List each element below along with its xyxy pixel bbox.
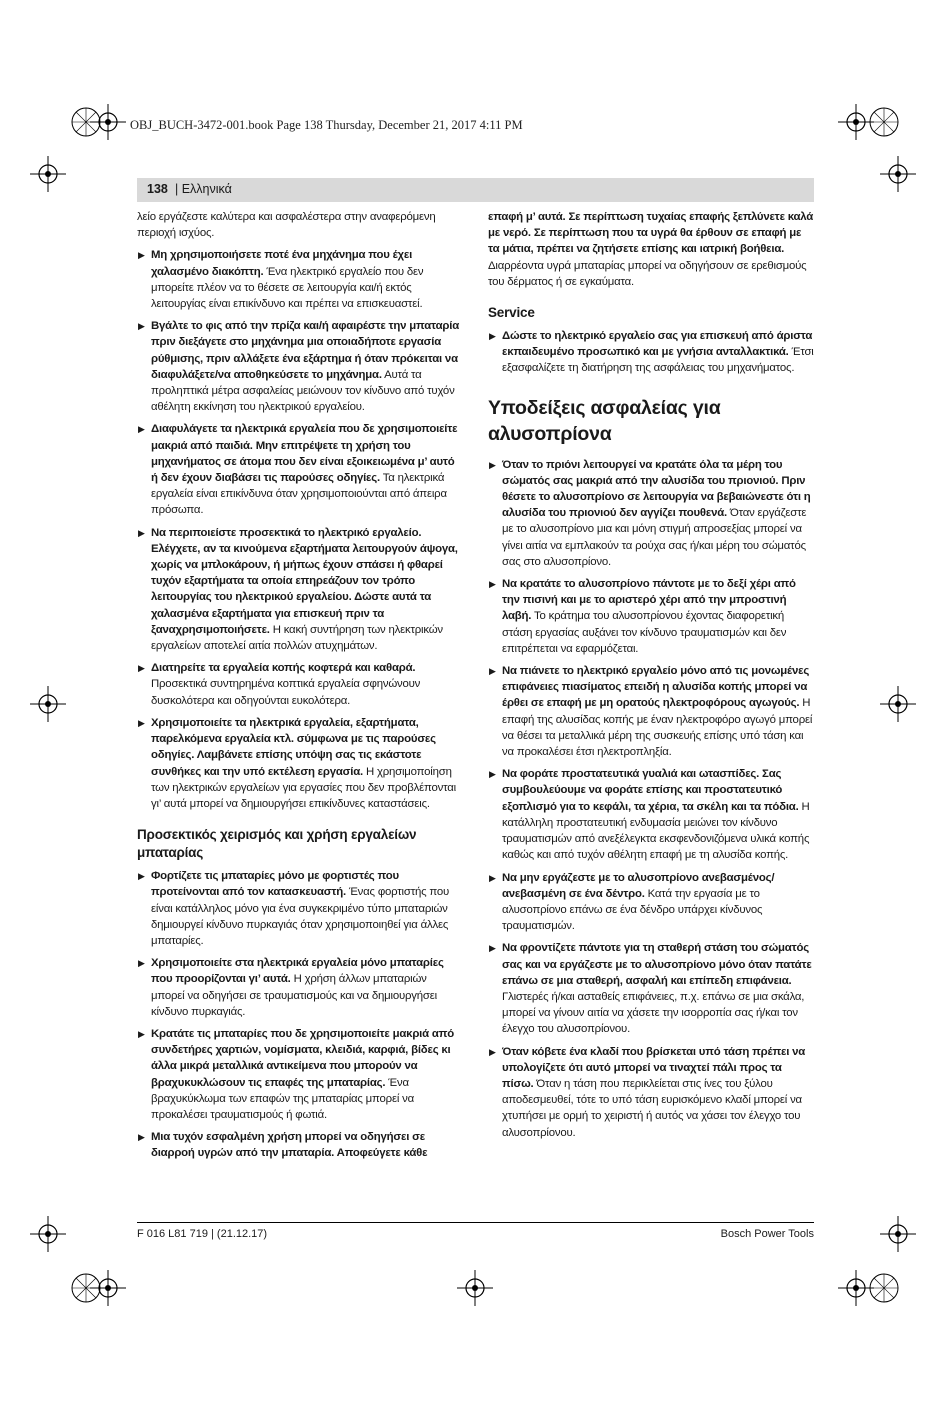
bullet-list-service: [488, 328, 814, 377]
continuation-bold: επαφή μ’ αυτά. Σε περίπτωση τυχαίας επαφής ξεπλύνετε καλά με νερό. Σε περίπτωση που τα υγρά θα έρθουν σε επαφή με τα μάτια, πρέπει να ζητήσετε επίσης και ιατρική βοήθεια.: [488, 211, 814, 256]
bullet-item: [137, 1129, 463, 1161]
bullet-bold-text: Όταν κόβετε ένα κλαδί που βρίσκεται υπό τάση πρέπει να υπολογίζετε ότι αυτό μπορεί να τιναχτεί πάλι προς τα πίσω.: [502, 1045, 806, 1090]
bullet-item: [488, 328, 814, 377]
bullet-bold-text: Μη χρησιμοποιήσετε ποτέ ένα μηχάνημα που έχει χαλασμένο διακόπτη.: [151, 249, 413, 278]
bullet-bold-text: Βγάλτε το φις από την πρίζα και/ή αφαιρέστε την μπαταρία πριν διεξάγετε στο μηχάνημα μια οποιαδήποτε εργασία ρύθμισης, πριν αλλάξετε ένα εξάρτημα ή όταν πρόκειται να διαφυλάξετε/να αποθηκεύσετε το μηχάνημα.: [151, 320, 460, 381]
bullet-body-text: Κατά την εργασία με το αλυσοπρίονο επάνω σε ένα δένδρο υπάρχει κίνδυνος τραυματισμών.: [502, 887, 763, 933]
triangle-right-icon: ▶: [489, 769, 496, 780]
bullet-item: [488, 1044, 814, 1141]
left-column: [137, 209, 463, 1168]
bullet-bold-text: Χρησιμοποιείτε τα ηλεκτρικά εργαλεία, εξαρτήματα, παρελκόμενα εργαλεία κτλ. σύμφωνα με τις παρούσες οδηγίες. Λαμβάνετε επίσης υπόψη σας τις εκάστοτε συνθήκες και την υπό εκτέλεση εργασία.: [151, 716, 436, 778]
page-header-band: [137, 178, 814, 202]
bullet-list-chainsaw: [488, 457, 814, 1141]
bullet-item: [137, 525, 463, 655]
bullet-body-text: Η κατάλληλη προστατευτική ενδυμασία μειώνει τον κίνδυνο τραυματισμών από ανεξέλεγκτα εκσφενδονιζόμενα υλικά κοπής καθώς και από τυχόν αθέλητη επαφή με τη αλυσίδα κοπής.: [502, 800, 810, 862]
bullet-list-general: [137, 247, 463, 812]
bullet-bold-text: Χρησιμοποιείτε στα ηλεκτρικά εργαλεία μόνο μπαταρίες που προορίζονται γι’ αυτά.: [151, 957, 444, 986]
page-language: | Ελληνικά: [175, 182, 232, 196]
heading-service: Service: [488, 305, 535, 321]
registration-mark-right-bottom: [880, 1216, 916, 1252]
bullet-item: [137, 868, 463, 949]
heading-battery-tools: Προσεκτικός χειρισμός και χρήση εργαλείων μπαταρίας: [137, 827, 417, 861]
bullet-bold-text: Να πιάνετε το ηλεκτρικό εργαλείο μόνο από τις μονωμένες επιφάνειες πιασίματος επειδή η αλυσίδα κοπής μπορεί να έρθει σε επαφή με μη ορατούς ηλεκτροφόρους αγωγούς.: [502, 665, 810, 710]
registration-mark-top-right-b: [864, 102, 904, 142]
bullet-bold-text: Φορτίζετε τις μπαταρίες μόνο με φορτιστές που προτείνονται από τον κατασκευαστή.: [151, 870, 399, 899]
bullet-item: [137, 955, 463, 1020]
triangle-right-icon: ▶: [138, 1132, 145, 1143]
registration-mark-top-mid: [90, 104, 126, 140]
bullet-item: [137, 318, 463, 415]
bullet-bold-text: Μια τυχόν εσφαλμένη χρήση μπορεί να οδηγήσει σε διαρροή υγρών από την μπαταρία. Αποφεύγετε κάθε: [151, 1131, 428, 1160]
bullet-item: [488, 870, 814, 935]
bullet-item: [488, 576, 814, 657]
registration-mark-bottom-center: [457, 1270, 493, 1306]
bullet-item: [137, 660, 463, 709]
triangle-right-icon: ▶: [489, 331, 496, 342]
registration-mark-right-mid: [880, 686, 916, 722]
triangle-right-icon: ▶: [138, 321, 145, 332]
bullet-item: [488, 766, 814, 863]
footer-brand: Bosch Power Tools: [720, 1228, 814, 1240]
bullet-body-text: Αυτά τα προληπτικά μέτρα ασφαλείας μειώνουν τον κίνδυνο από τυχόν αθέλητη εκκίνηση του ηλεκτρικού εργαλείου.: [151, 368, 455, 414]
triangle-right-icon: ▶: [489, 459, 496, 470]
triangle-right-icon: ▶: [489, 666, 496, 677]
bullet-bold-text: Δώστε το ηλεκτρικό εργαλείο σας για επισκευή από άριστα εκπαιδευμένο προσωπικό και με γνήσια ανταλλακτικά.: [502, 330, 813, 359]
bullet-item: [137, 1026, 463, 1123]
bullet-body-text: Όταν εργάζεστε με το αλυσοπρίονο μια και μόνη στιγμή απροσεξίας μπορεί να γίνει αιτία να εμπλακούν τα ρούχα σας ή/και μέρη του σώματός σας στο αλυσοπρίονο.: [502, 507, 807, 568]
bullet-item: [488, 940, 814, 1037]
continuation-text: Διαρρέοντα υγρά μπαταρίας μπορεί να οδηγήσουν σε ερεθισμούς του δέρματος ή σε εγκαύματα.: [488, 259, 807, 288]
bullet-item: [488, 663, 814, 760]
triangle-right-icon: ▶: [138, 424, 145, 435]
triangle-right-icon: ▶: [489, 943, 496, 954]
triangle-right-icon: ▶: [489, 1046, 496, 1057]
bullet-bold-text: Διαφυλάγετε τα ηλεκτρικά εργαλεία που δε χρησιμοποιείτε μακριά από παιδιά. Μην επιτρέψετε τη χρήση του μηχανήματος σε άτομα που δεν είναι εξοικειωμένα μ’ αυτό ή δεν έχουν διαβάσει τις παρούσες οδηγίες.: [151, 423, 458, 485]
registration-mark-bottom-left-b: [90, 1270, 126, 1306]
triangle-right-icon: ▶: [138, 1028, 145, 1039]
triangle-right-icon: ▶: [138, 958, 145, 969]
triangle-right-icon: ▶: [138, 717, 145, 728]
right-column: [488, 209, 814, 1147]
page-number: 138: [147, 182, 168, 196]
bullet-body-text: Προσεκτικά συντηρημένα κοπτικά εργαλεία σφηνώνουν δυσκολότερα και οδηγούνται ευκολότερα.: [151, 678, 421, 707]
intro-text: λείο εργάζεστε καλύτερα και ασφαλέστερα στην αναφερόμενη περιοχή ισχύος.: [137, 211, 436, 240]
book-file-header: OBJ_BUCH-3472-001.book Page 138 Thursday, December 21, 2017 4:11 PM: [130, 118, 523, 132]
triangle-right-icon: ▶: [489, 872, 496, 883]
bullet-body-text: Γλιστερές ή/και ασταθείς επιφάνειες, π.χ. επάνω σε μια σκάλα, μπορεί να γίνουν αιτία να χάσετε την ισορροπία σας ή/και τον έλεγχο του αλυσοπρίονου.: [502, 990, 805, 1036]
bullet-body-text: Έτσι εξασφαλίζετε τη διατήρηση της ασφάλειας του μηχανήματος.: [502, 346, 814, 375]
triangle-right-icon: ▶: [138, 527, 145, 538]
triangle-right-icon: ▶: [138, 663, 145, 674]
heading-chainsaw-safety: Υποδείξεις ασφαλείας για αλυσοπρίονα: [488, 396, 721, 445]
bullet-body-text: Η χρήση άλλων μπαταριών μπορεί να οδηγήσει σε τραυματισμούς και να δημιουργήσει κίνδυνο πυρκαγιάς.: [151, 973, 437, 1018]
bullet-bold-text: Να μην εργάζεστε με το αλυσοπρίονο ανεβασμένος/ανεβασμένη σε ένα δέντρο.: [502, 871, 775, 900]
bullet-bold-text: Να περιποιείστε προσεκτικά το ηλεκτρικό εργαλείο. Ελέγχετε, αν τα κινούμενα εξαρτήματα λειτουργούν άψογα, χωρίς να μπλοκάρουν, ή μήπως έχουν σπάσει ή φθαρεί τυχόν εξαρτήματα τα οποία επηρεάζουν τον τρόπο λειτουργίας του ηλεκτρικού εργαλείου. Δώστε αυτά τα χαλασμένα εξαρτήματα για επισκευή πριν τα ξαναχρησιμοποιήσετε.: [151, 526, 458, 636]
bullet-bold-text: Όταν το πριόνι λειτουργεί να κρατάτε όλα τα μέρη του σώματός σας μακριά από την αλυσίδα του πριονιού. Πριν θέσετε το αλυσοπρίονο σε λειτουργία να βεβαιώνεστε ότι η αλυσίδα του πριονιού δεν αγγίζει πουθενά.: [502, 458, 811, 520]
bullet-item: [137, 715, 463, 812]
bullet-body-text: Ένα βραχυκύκλωμα των επαφών της μπαταρίας μπορεί να προκαλέσει τραυματισμούς ή φωτιά.: [151, 1076, 415, 1121]
bullet-list-battery: [137, 868, 463, 1161]
bullet-body-text: Ένα ηλεκτρικό εργαλείο που δεν μπορείτε πλέον να το θέσετε σε λειτουργία και/ή εκτός λειτουργίας είναι επικίνδυνο και πρέπει να επισκευαστεί.: [151, 265, 424, 311]
bullet-body-text: Τα ηλεκτρικά εργαλεία είναι επικίνδυνα όταν χρησιμοποιούνται από άπειρα πρόσωπα.: [151, 472, 447, 517]
bullet-bold-text: Διατηρείτε τα εργαλεία κοπής κοφτερά και καθαρά.: [151, 662, 416, 675]
bullet-body-text: Ένας φορτιστής που είναι κατάλληλος μόνο για ένα συγκεκριμένο τύπο μπαταριών δημιουργεί κίνδυνο πυρκαγιάς όταν χρησιμοποιηθεί για άλλες μπαταρίες.: [151, 886, 450, 947]
continuation-paragraph: [488, 209, 814, 290]
bullet-body-text: Όταν η τάση που περικλείεται στις ίνες του ξύλου αποδεσμευθεί, τότε το υπό τάση ευρισκόμενο κλαδί μπορεί να χτυπήσει με ορμή το χειριστή ή αυτός να χάσει τον έλεγχο του αλυσοπρίονου.: [502, 1077, 802, 1139]
footer-rule: [137, 1222, 814, 1223]
bullet-bold-text: Κρατάτε τις μπαταρίες που δε χρησιμοποιείτε μακριά από συνδετήρες χαρτιών, νομίσματα, κλειδιά, καρφιά, βίδες κι άλλα μικρά μεταλλικά αντικείμενα που μπορούν να βραχυκυκλώσουν τις επαφές της μπαταρίας.: [151, 1027, 454, 1089]
bullet-item: [137, 421, 463, 518]
triangle-right-icon: ▶: [489, 579, 496, 590]
bullet-item: [137, 247, 463, 312]
footer-doc-code: F 016 L81 719 | (21.12.17): [137, 1228, 268, 1240]
bullet-bold-text: Να κρατάτε το αλυσοπρίονο πάντοτε με το δεξί χέρι από την πισινή και με το αριστερό χέρι από την μπροστινή λαβή.: [502, 578, 796, 623]
triangle-right-icon: ▶: [138, 871, 145, 882]
registration-mark-right-top: [880, 156, 916, 192]
bullet-body-text: Η επαφή της αλυσίδας κοπής με έναν ηλεκτροφόρο αγωγό μπορεί να θέσει τα μεταλλικά μέρη της συσκευής επίσης υπό τάση και να προκαλέσει έτσι ηλεκτροπληξία.: [502, 697, 813, 759]
bullet-body-text: Το κράτημα του αλυσοπρίονου έχοντας διαφορετική στάση εργασίας αυξάνει τον κίνδυνο τραυματισμών και δεν επιτρέπεται να εφαρμόζεται.: [502, 610, 787, 655]
bullet-body-text: Η χρησιμοποίηση των ηλεκτρικών εργαλείων για εργασίες που δεν προβλέπονται γι’ αυτά μπορεί να δημιουργήσει επικίνδυνες καταστάσεις.: [151, 765, 457, 810]
registration-mark-left-bottom: [30, 1216, 66, 1252]
triangle-right-icon: ▶: [138, 250, 145, 261]
bullet-item: [488, 457, 814, 570]
bullet-body-text: Η κακή συντήρηση των ηλεκτρικών εργαλείων αποτελεί αιτία πολλών ατυχημάτων.: [151, 623, 443, 653]
bullet-bold-text: Να φροντίζετε πάντοτε για τη σταθερή στάση του σώματός σας και να εργάζεστε με το αλυσοπρίονο μόνο όταν πατάτε επάνω σε μια σταθερή, ασφαλή και επίπεδη επιφάνεια.: [502, 942, 812, 987]
registration-mark-left-mid: [30, 686, 66, 722]
bullet-bold-text: Να φοράτε προστατευτικά γυαλιά και ωτασπίδες. Σας συμβουλεύουμε να φοράτε επίσης και προστατευτικό εξοπλισμό για το κεφάλι, τα χέρια, τα σκέλη και τα πόδια.: [502, 768, 799, 813]
registration-mark-left-top: [30, 156, 66, 192]
registration-mark-bottom-right-b: [864, 1268, 904, 1308]
